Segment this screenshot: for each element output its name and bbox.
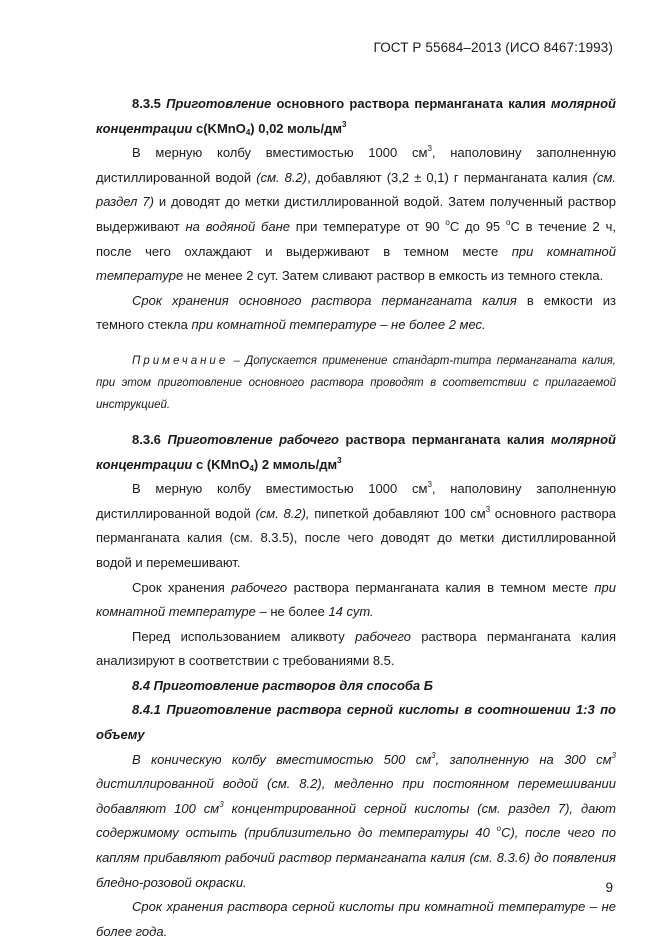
section-8-3-5-paragraph-2: Срок хранения основного раствора перманганата калия в емкости из темного стекла при комнатной температуре – не более 2 мес.: [96, 292, 616, 333]
section-8-4-1-heading: 8.4.1 Приготовление раствора серной кислоты в соотношении 1:3 по объему: [96, 702, 616, 743]
document-header: ГОСТ Р 55684–2013 (ИСО 8467:1993): [373, 40, 613, 55]
section-8-3-6-paragraph-1: В мерную колбу вместимостью 1000 $см^3$, наполовину заполненную дистиллированной водой (см. 8.2), пипеткой добавляют 100 $см^3$ основного раствора перманганата калия (см. 8.3.5), после чего доводят до метки дистиллированной водой и перемешивают.: [96, 480, 616, 570]
page-number: 9: [605, 880, 613, 895]
section-8-4-1-paragraph-2: Срок хранения раствора серной кислоты при комнатной температуре – не более года.: [96, 899, 616, 939]
section-8-3-6-paragraph-3: Перед использованием аликвоту рабочего раствора перманганата калия анализируют в соответствии с требованиями 8.5.: [96, 628, 616, 669]
note-paragraph: Примечание – Допускается применение стандарт-титра перманганата калия, при этом приготовление основного раствора проводят в соответствии с прилагаемой инструкцией.: [96, 354, 616, 411]
section-8-3-5-heading: 8.3.5 Приготовление основного раствора перманганата калия молярной концентрации с(KMnO$_4$) 0,02 моль/$дм^3$: [96, 96, 616, 137]
section-8-3-5-paragraph-1: В мерную колбу вместимостью 1000 $см^3$, наполовину заполненную дистиллированной водой (см. 8.2), добавляют (3,2 ± 0,1) г перманганата калия (см. раздел 7) и доводят до метки дистиллированной водой. Затем полученный раствор выдерживают на водяной бане при температуре от 90 $^o$С до 95 $^o$С в течение 2 ч, после чего охлаждают и выдерживают в темном месте при комнатной температуре не менее 2 сут. Затем сливают раствор в емкость из темного стекла.: [96, 144, 617, 284]
section-8-4-1-paragraph-1: В коническую колбу вместимостью 500 $см^3$, заполненную на 300 $см^3$ дистиллированной водой (см. 8.2), медленно при постоянном перемешивании добавляют 100 $см^3$ концентрированной серной кислоты (см. раздел 7), дают содержимому остыть (приблизительно до температуры 40 $^o$С), после чего по каплям прибавляют рабочий раствор перманганата калия (см. 8.3.6) до появления бледно-розовой окраски.: [96, 750, 616, 890]
section-8-4-heading: 8.4 Приготовление растворов для способа Б: [132, 677, 433, 693]
document-body: [96, 92, 616, 944]
section-8-3-6-heading: 8.3.6 Приготовление рабочего раствора перманганата калия молярной концентрации с (KMnO$_4$) 2 ммоль/$дм^3$: [96, 431, 616, 473]
section-8-3-6-paragraph-2: Срок хранения рабочего раствора перманганата калия в темном месте при комнатной температуре – не более 14 сут.: [96, 579, 616, 620]
